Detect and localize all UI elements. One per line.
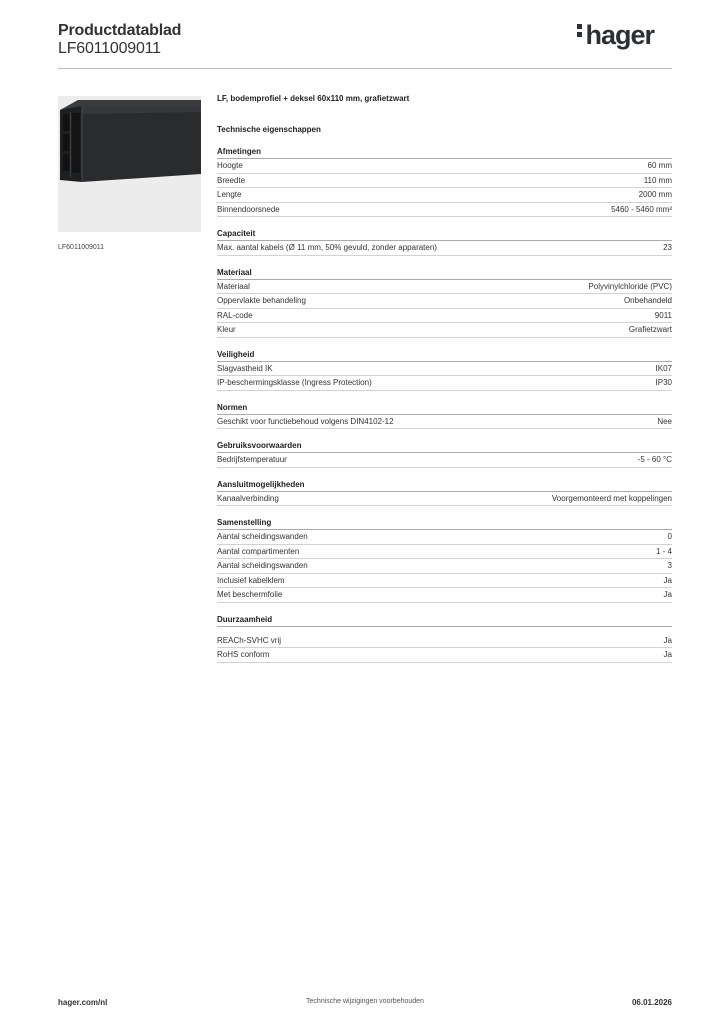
spec-value: 5460 - 5460 mm² <box>611 204 672 214</box>
spec-value: 0 <box>667 532 672 541</box>
spec-value: -5 - 60 °C <box>637 455 672 464</box>
image-caption: LF6011009011 <box>58 244 105 251</box>
logo-dots-icon <box>577 24 583 40</box>
spec-label: Geschikt voor functiebehoud volgens DIN4102-12 <box>217 416 394 426</box>
spec-section <box>217 147 672 217</box>
spec-value: Onbehandeld <box>623 296 672 305</box>
footer-website: hager.com/nl <box>58 998 108 1007</box>
spec-label: Aantal scheidingswanden <box>217 561 308 570</box>
spec-row <box>217 159 672 174</box>
spec-label: Kleur <box>217 325 236 334</box>
spec-row <box>217 376 672 391</box>
section-title: Duurzaamheid <box>217 615 672 627</box>
spec-value: Nee <box>657 416 672 426</box>
document-title: Productdatablad <box>58 22 182 39</box>
spec-label: Met beschermfolie <box>217 590 283 599</box>
spec-section <box>217 403 672 430</box>
spec-row <box>217 492 672 507</box>
spec-value: 9011 <box>654 310 672 320</box>
spec-row <box>217 323 672 338</box>
spec-value: 3 <box>667 561 672 570</box>
product-specifications <box>217 94 672 675</box>
spec-value: 2000 mm <box>638 190 672 199</box>
spec-label: Kanaalverbinding <box>217 493 279 503</box>
spec-row <box>217 530 672 545</box>
spec-row <box>217 294 672 309</box>
spec-label: Bedrijfstemperatuur <box>217 455 287 464</box>
spec-value: 23 <box>663 243 672 252</box>
spec-label: Inclusief kabelklem <box>217 575 285 585</box>
spec-row <box>217 415 672 430</box>
spec-row <box>217 574 672 589</box>
spec-label: RAL-code <box>217 310 253 320</box>
footer-disclaimer: Technische wijzigingen voorbehouden <box>306 998 424 1005</box>
page-header <box>58 20 672 70</box>
spec-row <box>217 588 672 603</box>
header-divider <box>58 68 672 69</box>
spec-row <box>217 241 672 256</box>
section-title: Normen <box>217 403 672 415</box>
spec-value: IP30 <box>655 378 672 387</box>
spec-row <box>217 648 672 663</box>
spec-row <box>217 559 672 574</box>
spec-row <box>217 634 672 649</box>
spec-label: Breedte <box>217 175 246 185</box>
spec-sections <box>217 147 672 663</box>
section-title: Materiaal <box>217 268 672 280</box>
spec-label: Hoogte <box>217 161 243 170</box>
spec-section <box>217 441 672 468</box>
spec-row <box>217 188 672 203</box>
spec-label: Lengte <box>217 190 242 199</box>
cable-trunking-product-image <box>58 96 201 232</box>
spec-row <box>217 174 672 189</box>
section-title: Samenstelling <box>217 518 672 530</box>
spec-label: Materiaal <box>217 281 250 291</box>
spec-value: Ja <box>663 590 672 599</box>
spec-value: Ja <box>663 575 672 585</box>
section-title: Capaciteit <box>217 229 672 241</box>
spec-section <box>217 480 672 507</box>
spec-section <box>217 268 672 338</box>
spec-label: IP-beschermingsklasse (Ingress Protection) <box>217 378 372 387</box>
hager-logo: hager <box>577 20 654 51</box>
spec-row <box>217 203 672 218</box>
spec-value: Ja <box>663 650 672 659</box>
spec-value: 60 mm <box>647 161 672 170</box>
section-title: Veiligheid <box>217 350 672 362</box>
spec-row <box>217 362 672 377</box>
section-title: Aansluitmogelijkheden <box>217 480 672 492</box>
spec-label: Aantal compartimenten <box>217 546 300 556</box>
spec-row <box>217 545 672 560</box>
spec-label: Max. aantal kabels (Ø 11 mm, 50% gevuld, zonder apparaten) <box>217 243 437 252</box>
spec-value: 1 - 4 <box>655 546 672 556</box>
spec-value: Ja <box>663 635 672 645</box>
spec-label: Oppervlakte behandeling <box>217 296 306 305</box>
spec-value: Voorgemonteerd met koppelingen <box>551 493 672 503</box>
spec-label: Binnendoorsnede <box>217 204 280 214</box>
section-title: Afmetingen <box>217 147 672 159</box>
spec-label: Slagvastheid IK <box>217 363 273 373</box>
section-title: Gebruiksvoorwaarden <box>217 441 672 453</box>
spec-row <box>217 453 672 468</box>
spec-section <box>217 229 672 256</box>
technical-properties-title: Technische eigenschappen <box>217 125 321 134</box>
spec-value: 110 mm <box>643 175 672 185</box>
spec-row <box>217 309 672 324</box>
spec-value: Polyvinylchloride (PVC) <box>588 281 672 291</box>
spec-value: IK07 <box>655 363 672 373</box>
product-number: LF6011009011 <box>58 40 161 57</box>
spec-label: Aantal scheidingswanden <box>217 532 308 541</box>
spec-section <box>217 518 672 603</box>
spec-section <box>217 350 672 391</box>
spec-row <box>217 280 672 295</box>
product-description: LF, bodemprofiel + deksel 60x110 mm, grafietzwart <box>217 94 410 103</box>
spec-value: Grafietzwart <box>628 325 672 334</box>
spec-label: REACh-SVHC vrij <box>217 635 282 645</box>
spec-section <box>217 615 672 663</box>
footer-date: 06.01.2026 <box>631 998 672 1007</box>
spec-label: RoHS conform <box>217 650 270 659</box>
